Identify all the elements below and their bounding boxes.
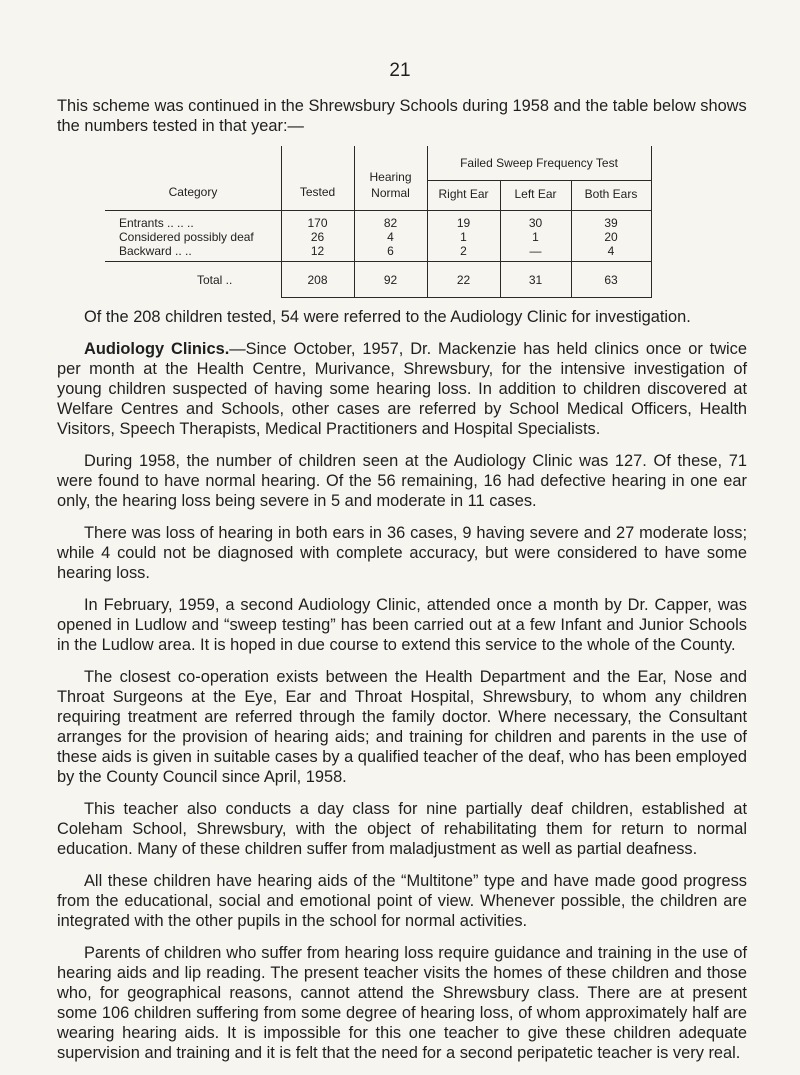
table-divider <box>105 261 651 262</box>
table-cell: 39 <box>604 216 618 230</box>
total-cell: 92 <box>383 273 398 287</box>
paragraph-body: —Since October, 1957, Dr. Mackenzie has held clinics once or twice per month at the Health Centre, Murivance, Shrewsbury, for the intensive investigation of young children suspected of having some hearing loss. In addition to children discovered at Welfare Centres and Schools, other cases are referred by School Medical Officers, Health Visitors, Speech Therapists, Medical Practitioners and Hospital Specialists. <box>57 340 747 438</box>
paragraph: The closest co-operation exists between the Health Department and the Ear, Nose and Throat Surgeons at the Eye, Ear and Throat Hospital, Shrewsbury, to whom any children requiring treatment are referred through the family doctor. Where necessary, the Consultant arranges for the provision of hearing aids; and training for children and parents in the use of these aids is given in suitable cases by a qualified teacher of the deaf, who has been employed by the County Council since April, 1958. <box>57 668 747 786</box>
hearing-test-table <box>105 146 653 298</box>
table-cell: 82 <box>383 216 398 230</box>
table-divider <box>105 210 651 211</box>
table-cell: 30 <box>528 216 543 230</box>
table-cell: 2 <box>460 244 467 258</box>
table-cell: 19 <box>456 216 471 230</box>
table-cell: 1 <box>460 230 467 244</box>
table-cell: 4 <box>607 244 615 258</box>
body-text <box>57 307 747 1075</box>
paragraph: This teacher also conducts a day class for nine partially deaf children, established at Coleham School, Shrewsbury, with the object of rehabilitating them for return to normal education. Many of these children suffer from maladjustment as well as partial deafness. <box>57 800 747 858</box>
paragraph: During 1958, the number of children seen at the Audiology Clinic was 127. Of these, 71 were found to have normal hearing. Of the 56 remaining, 16 had defective hearing in one ear only, the hearing loss being severe in 5 and moderate in 11 cases. <box>57 452 747 510</box>
paragraph: Parents of children who suffer from hearing loss require guidance and training in the use of hearing aids and lip reading. The present teacher visits the homes of these children and those who, for geographical reasons, cannot attend the Shrewsbury class. There are at present some 106 children suffering from some degree of hearing loss, of whom approximately half are wearing hearing aids. It is impossible for this one teacher to give these children adequate supervision and training and it is felt that the need for a second peripatetic teacher is very real. <box>57 944 747 1062</box>
table-divider <box>427 180 651 181</box>
row-category: Considered possibly deaf <box>119 230 254 244</box>
table-cell: 6 <box>387 244 394 258</box>
intro-paragraph: This scheme was continued in the Shrewsbury Schools during 1958 and the table below shows the numbers tested in that year:— <box>57 97 747 135</box>
paragraph: All these children have hearing aids of the “Multitone” type and have made good progress from the educational, social and emotional point of view. Whenever possible, the children are integrated with the other pupils in the school for normal activities. <box>57 872 747 930</box>
header-both-ears: Both Ears <box>584 187 638 201</box>
paragraph: There was loss of hearing in both ears in 36 cases, 9 having severe and 27 moderate loss; while 4 could not be diagnosed with complete accuracy, but were considered to have some hearing loss. <box>57 524 747 582</box>
header-failed-sweep: Failed Sweep Frequency Test <box>460 156 618 170</box>
page-number: 21 <box>389 60 411 81</box>
table-cell: 4 <box>387 230 394 244</box>
header-hearing-normal: Hearing Normal <box>369 170 412 200</box>
total-cell: 63 <box>604 273 618 287</box>
table-cell: 20 <box>604 230 618 244</box>
table-cell: 1 <box>532 230 539 244</box>
total-cell: 31 <box>528 273 543 287</box>
paragraph: Of the 208 children tested, 54 were referred to the Audiology Clinic for investigation. <box>84 308 691 326</box>
table-cell: — <box>529 244 542 258</box>
paragraph: In February, 1959, a second Audiology Clinic, attended once a month by Dr. Capper, was opened in Ludlow and “sweep testing” has been carried out at a few Infant and Junior Schools in the Ludlow area. It is hoped in due course to extend this service to the whole of the County. <box>57 596 747 654</box>
header-tested: Tested <box>299 185 336 199</box>
table-divider <box>651 146 652 298</box>
total-cell: 208 <box>307 273 328 287</box>
total-cell: 22 <box>456 273 471 287</box>
table-cell: 12 <box>310 244 325 258</box>
table-divider <box>281 297 651 298</box>
row-category: Backward .. .. <box>119 244 192 258</box>
header-right-ear: Right Ear <box>438 187 489 201</box>
table-cell: 26 <box>310 230 325 244</box>
paragraph <box>57 339 747 439</box>
row-category: Entrants .. .. .. <box>119 216 194 230</box>
header-category: Category <box>168 185 218 199</box>
section-heading: Audiology Clinics. <box>84 340 230 358</box>
total-label: Total .. <box>197 273 233 287</box>
header-left-ear: Left Ear <box>514 187 557 201</box>
table-cell: 170 <box>307 216 328 230</box>
